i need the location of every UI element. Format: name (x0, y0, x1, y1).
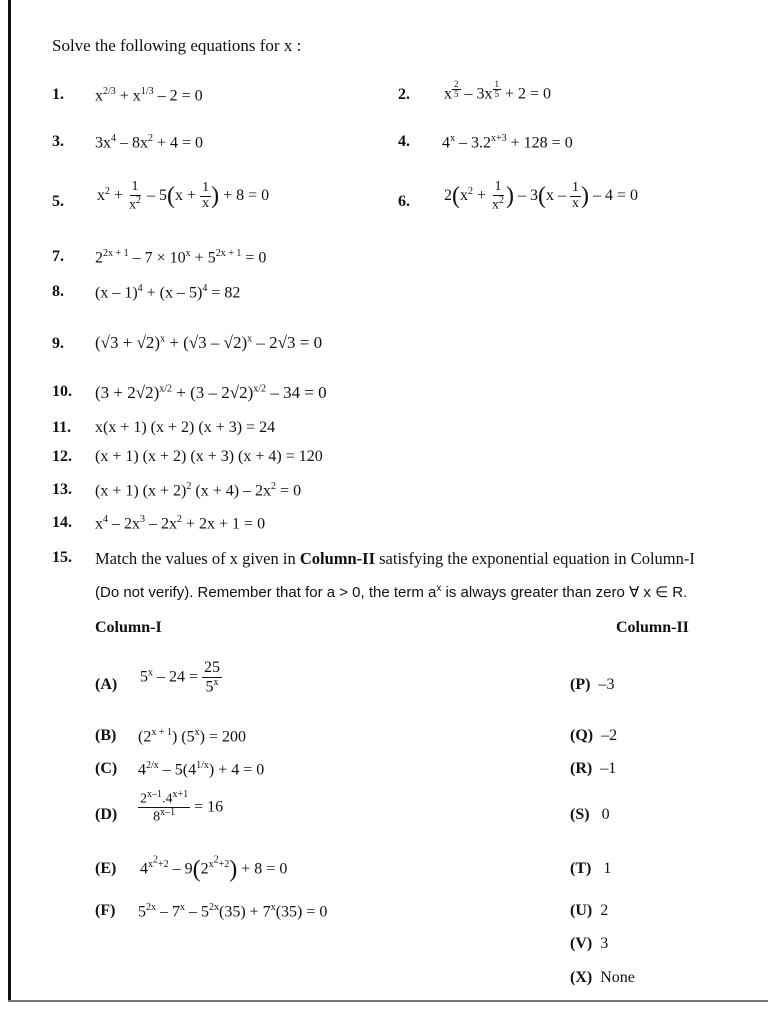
problem-number: 4. (398, 133, 410, 150)
column-1-header: Column-I (95, 619, 162, 636)
bottom-rule (8, 1000, 768, 1002)
problem-15-line-1: Match the values of x given in Column-II satisfying the exponential equation in Column-I (95, 549, 695, 568)
problem-number: 3. (52, 133, 64, 150)
problem-number: 6. (398, 193, 410, 210)
problem-number: 12. (52, 448, 72, 465)
problem-number: 1. (52, 86, 64, 103)
equation-a: 5$^x$ – 24 = $\frac{25}{5^x}$ (140, 659, 221, 696)
problem-number: 10. (52, 383, 72, 400)
option-t: (T) 1 (570, 860, 612, 877)
column-1-label: (F) (95, 902, 116, 919)
equation-e: $4^{x^2+2} - 9(2^{x^2+2}) + 8 = 0$ (140, 855, 288, 883)
equation-10: $(3 + 2√2)^{x/2} + (3 - 2√2)^{x/2} - 34 = 0$ (95, 383, 327, 402)
column-1-label: (D) (95, 806, 118, 823)
option-p: (P) –3 (570, 676, 615, 693)
equation-1: $x^{2/3} + x^{1/3} - 2 = 0$ (95, 86, 203, 105)
option-x: (X) None (570, 969, 635, 986)
equation-4: $4^x - 3.2^{x+3} + 128 = 0$ (442, 133, 573, 152)
column-1-label: (C) (95, 760, 118, 777)
equation-5: $x^2$ + $\frac{1}{x^2}$ – 5(x + $\frac{1}{x}$ ) + 8 = 0 (97, 179, 270, 213)
equation-8: (x – 1)$^4$ + (x – 5)$^4$ = 82 (95, 283, 241, 302)
equation-f: $5^{2x} - 7^x - 5^{2x}(35) + 7^x(35) = 0$ (138, 902, 328, 921)
equation-14: $x^4 - 2x^3 - 2x^2 + 2x + 1 = 0$ (95, 514, 266, 533)
option-s: (S) 0 (570, 806, 610, 823)
column-1-label: (A) (95, 676, 118, 693)
problem-15-line-2: (Do not verify). Remember that for a > 0, the term $a^x$ is always greater than zero ∀ x ∈ R. (95, 583, 688, 601)
equation-11: x(x + 1) (x + 2) (x + 3) = 24 (95, 419, 276, 436)
equation-9: $(√3 + √2)^x + (√3 - √2)^x - 2√3 = 0$ (95, 333, 323, 352)
instructions: Solve the following equations for x : (52, 36, 302, 55)
option-v: (V) 3 (570, 935, 609, 952)
equation-b: $(2^{x + 1}) (5^x) = 200$ (138, 727, 246, 746)
problem-number: 13. (52, 481, 72, 498)
equation-6: $2(x^2$ + $\frac{1}{x^2}$ ) – 3(x – $\frac{1}{x}$ ) – 4 = 0 (444, 179, 639, 213)
problem-number: 8. (52, 283, 64, 300)
equation-12: (x + 1) (x + 2) (x + 3) (x + 4) = 120 (95, 448, 323, 465)
problem-number: 15. (52, 549, 72, 566)
problem-number: 14. (52, 514, 72, 531)
equation-7: $2^{2x + 1} - 7 \times 10^x + 5^{2x + 1} = 0$ (95, 248, 267, 267)
problem-number: 2. (398, 86, 410, 103)
problem-number: 5. (52, 193, 64, 210)
option-q: (Q) –2 (570, 727, 618, 744)
column-1-label: (B) (95, 727, 117, 744)
problem-number: 9. (52, 335, 64, 352)
left-margin-rule (8, 0, 11, 1002)
option-r: (R) –1 (570, 760, 617, 777)
equation-3: $3x^4 - 8x^2 + 4 = 0$ (95, 133, 204, 152)
equation-c: $4^{2/x} - 5(4^{1/x}) + 4 = 0$ (138, 760, 265, 779)
option-u: (U) 2 (570, 902, 609, 919)
equation-13: (x + 1) $(x + 2)^2$ $(x + 4) - 2x^2 = 0$ (95, 481, 302, 500)
problem-number: 7. (52, 248, 64, 265)
equation-2: x $^{\frac{2}{5}}$ – 3x $^{\frac{1}{5}}$ + 2 = 0 (444, 79, 552, 103)
problem-number: 11. (52, 419, 72, 436)
column-2-header: Column-II (616, 619, 689, 636)
equation-d: $\frac{2^{x-1}.4^{x+1}}{8^{x-1}}$ = 16 (140, 789, 224, 825)
column-1-label: (E) (95, 860, 117, 877)
